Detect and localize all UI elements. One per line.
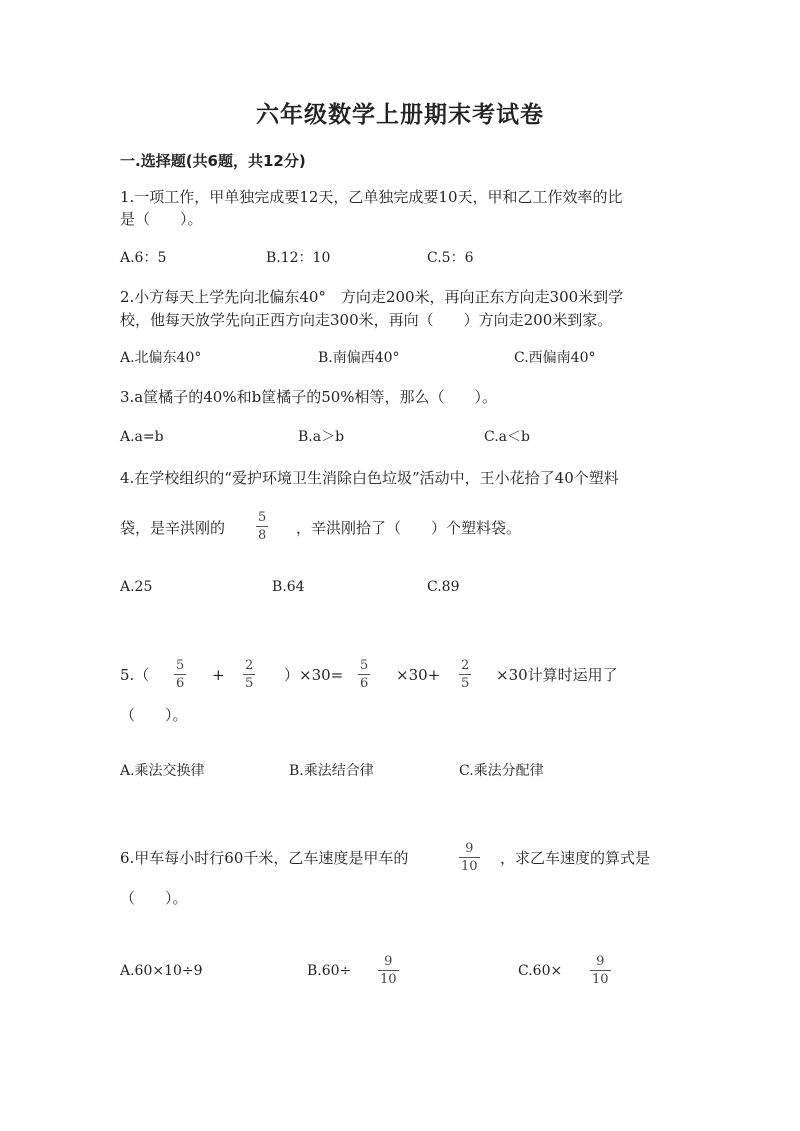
q5-line2: （ ）。 <box>120 706 188 724</box>
q6-option-c-fraction <box>590 954 611 987</box>
q5-end: ×30计算时运用了 <box>496 666 618 684</box>
q6-option-b-denominator: 10 <box>380 972 397 987</box>
q5-option-a: A.乘法交换律 <box>120 763 205 779</box>
q4-option-b: B.64 <box>272 579 305 595</box>
q5-fraction-4 <box>459 658 471 691</box>
q5-open: 5.（ <box>120 666 150 684</box>
q5-plus: + <box>212 666 225 684</box>
q4-line1: 4.在学校组织的“爱护环境卫生消除白色垃圾”活动中，王小花拾了40个塑料 <box>120 469 619 487</box>
q5-fraction-2-denominator: 5 <box>245 676 254 691</box>
q5-mid2: ×30+ <box>396 666 441 684</box>
q5-fraction-1-numerator: 5 <box>176 658 185 673</box>
q1-option-a: A.6：5 <box>120 250 167 266</box>
q2-line2: 校，他每天放学先向正西方向走300米，再向（ ）方向走200米到家。 <box>120 311 613 329</box>
q6-option-b-numerator: 9 <box>384 954 393 969</box>
q4-line2-start: 袋，是辛洪刚的 <box>120 519 226 537</box>
q6-fraction-denominator: 10 <box>461 859 478 874</box>
q5-option-b: B.乘法结合律 <box>289 763 374 779</box>
q6-line2: （ ）。 <box>120 889 188 907</box>
q6-fraction <box>459 841 480 874</box>
q1-line1: 1.一项工作，甲单独完成要12天，乙单独完成要10天，甲和乙工作效率的比 <box>120 188 623 206</box>
fraction-bar <box>174 674 186 675</box>
q5-fraction-3-denominator: 6 <box>360 676 369 691</box>
q6-option-b: B.60÷ <box>307 963 352 979</box>
q4-line2-end: ，辛洪刚拾了（ ）个塑料袋。 <box>296 519 522 537</box>
q5-fraction-4-numerator: 2 <box>461 658 470 673</box>
fraction-bar <box>358 674 370 675</box>
q5-mid: ）×30= <box>284 666 344 684</box>
q5-fraction-1 <box>174 658 186 691</box>
q5-fraction-2 <box>243 658 255 691</box>
q5-fraction-1-denominator: 6 <box>176 676 185 691</box>
fraction-bar <box>243 674 255 675</box>
q5-option-c: C.乘法分配律 <box>459 763 544 779</box>
fraction-bar <box>378 970 399 971</box>
q2-option-a: A.北偏东40° <box>120 350 202 366</box>
q2-option-b: B.南偏西40° <box>318 350 400 366</box>
q6-option-b-fraction <box>378 954 399 987</box>
q6-option-c-numerator: 9 <box>596 954 605 969</box>
fraction-bar <box>459 674 471 675</box>
q3-option-a: A.a=b <box>120 429 164 445</box>
page-title: 六年级数学上册期末考试卷 <box>256 102 544 128</box>
q4-option-a: A.25 <box>120 579 153 595</box>
fraction-bar <box>256 526 268 527</box>
q6-line1-end: ，求乙车速度的算式是 <box>500 849 651 867</box>
q5-fraction-2-numerator: 2 <box>245 658 254 673</box>
q1-option-b: B.12：10 <box>266 250 331 266</box>
fraction-bar <box>590 970 611 971</box>
q1-option-c: C.5：6 <box>427 250 474 266</box>
q4-fraction-denominator: 8 <box>258 528 267 543</box>
q4-fraction-numerator: 5 <box>258 510 267 525</box>
q6-option-a: A.60×10÷9 <box>120 963 203 979</box>
q5-fraction-3-numerator: 5 <box>360 658 369 673</box>
q6-option-c: C.60× <box>518 963 563 979</box>
q1-line2: 是（ ）。 <box>120 210 203 228</box>
q2-line1: 2.小方每天上学先向北偏东40° 方向走200米，再向正东方向走300米到学 <box>120 288 624 306</box>
q2-option-c: C.西偏南40° <box>514 350 596 366</box>
q5-fraction-3 <box>358 658 370 691</box>
q5-fraction-4-denominator: 5 <box>461 676 470 691</box>
fraction-bar <box>459 857 480 858</box>
q3-line1: 3.a筐橘子的40%和b筐橘子的50%相等，那么（ ）。 <box>120 388 498 406</box>
q6-option-c-denominator: 10 <box>592 972 609 987</box>
q3-option-b: B.a＞b <box>298 429 345 445</box>
section-heading: 一.选择题(共6题，共12分) <box>120 152 306 170</box>
q4-fraction <box>256 510 268 543</box>
q6-fraction-numerator: 9 <box>465 841 474 856</box>
q6-line1-start: 6.甲车每小时行60千米，乙车速度是甲车的 <box>120 849 409 867</box>
q4-option-c: C.89 <box>427 579 460 595</box>
q3-option-c: C.a＜b <box>484 429 530 445</box>
